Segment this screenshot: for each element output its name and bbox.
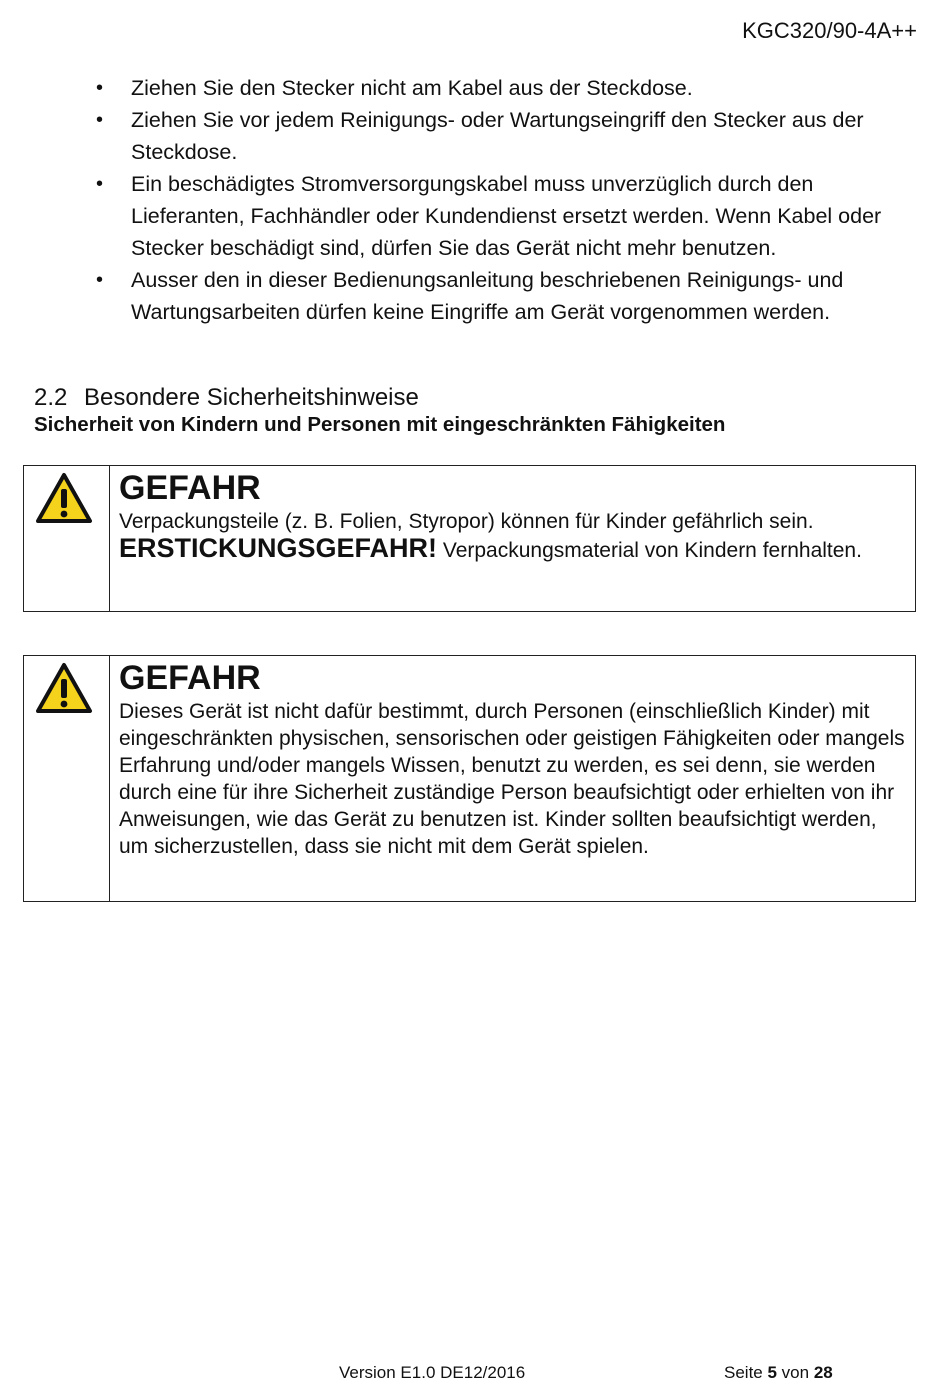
page-middle: von [776,1363,814,1382]
warning-triangle-icon [35,472,93,524]
warning-text [119,508,907,564]
footer-version: Version E1.0 DE12/2016 [339,1363,526,1382]
section-title: Besondere Sicherheitshinweise [84,384,419,411]
warning-icon-cell [24,466,110,611]
warning-title: GEFAHR [119,469,261,507]
bullet-item: • Ziehen Sie den Stecker nicht am Kabel aus der Steckdose. [96,72,926,104]
section-number: 2.2 [34,384,68,411]
bullet-item: • Ausser den in dieser Bedienungsanleitung beschriebenen Reinigungs- und Wartungsarbeiten dürfen keine Eingriffe am Gerät vorgenommen werden. [96,264,926,328]
page-total: 28 [813,1363,833,1382]
warning-triangle-icon [35,662,93,714]
section-subtitle: Sicherheit von Kindern und Personen mit eingeschränkten Fähigkeiten [34,413,726,436]
warning-text-intro: Verpackungsteile (z. B. Folien, Styropor) können für Kinder gefährlich sein. [119,510,814,533]
warning-emphasis: ERSTICKUNGSGEFAHR! [119,533,438,563]
safety-bullet-list [96,72,926,328]
warning-title: GEFAHR [119,659,261,697]
page-prefix: Seite [724,1363,768,1382]
bullet-item: • Ein beschädigtes Stromversorgungskabel muss unverzüglich durch den Lieferanten, Fachhändler oder Kundendienst ersetzt werden. Wenn Kabel oder Stecker beschädigt sind, dürfen Sie das Gerät nicht mehr benutzen. [96,168,926,264]
warning-content [110,466,915,611]
bullet-item: • Ziehen Sie vor jedem Reinigungs- oder Wartungseingriff den Stecker aus der Steckdose. [96,104,926,168]
warning-icon-cell [24,656,110,901]
danger-warning-box [23,655,916,902]
footer-page-number [724,1361,833,1385]
page-current: 5 [767,1363,777,1382]
danger-warning-box [23,465,916,612]
model-code-header: KGC320/90-4A++ [742,18,917,43]
warning-text-instruction: Verpackungsmaterial von Kindern fernhalten. [437,539,862,562]
warning-text: Dieses Gerät ist nicht dafür bestimmt, durch Personen (einschließlich Kinder) mit eingeschränkten physischen, sensorischen oder geistigen Fähigkeiten oder mangels Erfahrung und/oder mangels Wissen, benutzt zu werden, es sei denn, sie werden durch eine für ihre Sicherheit zuständige Person beaufsichtigt oder erhielten von ihr Anweisungen, wie das Gerät zu benutzen ist. Kinder sollten beaufsichtigt werden, um sicherzustellen, dass sie nicht mit dem Gerät spielen. [119,700,905,858]
warning-content [110,656,915,901]
